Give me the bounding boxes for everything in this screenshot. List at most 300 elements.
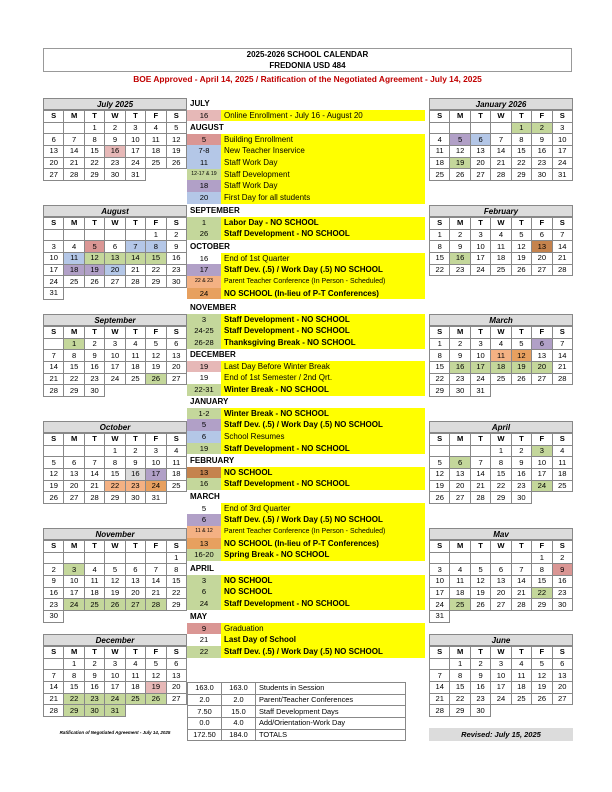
weekday-header: W — [491, 541, 511, 553]
weekday-header: S — [552, 111, 572, 123]
calendar-day: 16 — [84, 682, 104, 694]
event-row — [187, 467, 425, 479]
calendar-day: 24 — [125, 157, 145, 169]
calendar-day: 27 — [532, 373, 552, 385]
calendar-day: 19 — [511, 362, 531, 374]
event-date: 6 — [187, 586, 221, 598]
calendar-feb — [429, 205, 573, 276]
calendar-day: 4 — [125, 338, 145, 350]
calendar-day: 29 — [166, 599, 186, 611]
calendar-day: 24 — [64, 599, 84, 611]
event-description: Labor Day - NO SCHOOL — [221, 217, 425, 229]
calendar-day: 29 — [532, 599, 552, 611]
calendar-day: 12 — [511, 241, 531, 253]
calendar-day: 26 — [470, 599, 490, 611]
calendar-day: 26 — [105, 599, 125, 611]
calendar-empty-cell — [552, 385, 572, 397]
calendar-day: 1 — [511, 122, 531, 134]
calendar-day: 26 — [450, 169, 470, 181]
calendar-day: 24 — [491, 693, 511, 705]
calendar-day: 30 — [166, 276, 186, 288]
calendar-day: 12 — [470, 576, 490, 588]
calendar-day: 20 — [470, 157, 490, 169]
event-row — [187, 264, 425, 276]
calendar-day: 27 — [125, 599, 145, 611]
calendar-day: 24 — [146, 480, 166, 492]
calendar-day: 2 — [450, 229, 470, 241]
calendar-day: 12 — [105, 576, 125, 588]
calendar-empty-cell — [430, 445, 450, 457]
calendar-day: 15 — [430, 253, 450, 265]
event-row — [187, 443, 425, 455]
calendar-day: 3 — [552, 122, 572, 134]
calendar-day: 22 — [166, 587, 186, 599]
calendar-day: 22 — [146, 264, 166, 276]
event-date: 13 — [187, 538, 221, 550]
event-date: 19 — [199, 373, 209, 383]
calendar-day: 15 — [450, 682, 470, 694]
calendar-day: 23 — [450, 264, 470, 276]
weekday-header: S — [44, 434, 64, 446]
calendar-day: 6 — [532, 338, 552, 350]
calendar-day: 8 — [430, 241, 450, 253]
calendar-empty-cell — [430, 552, 450, 564]
calendar-day: 9 — [44, 576, 64, 588]
event-date: 19 — [187, 443, 221, 455]
event-description: Staff Work Day — [221, 157, 425, 169]
calendar-may — [429, 528, 573, 623]
calendar-day: 6 — [105, 241, 125, 253]
calendar-day: 24 — [532, 480, 552, 492]
event-row — [187, 325, 425, 337]
calendar-day: 15 — [511, 146, 531, 158]
calendar-day: 16 — [125, 469, 145, 481]
weekday-header: F — [146, 541, 166, 553]
calendar-day: 29 — [64, 705, 84, 717]
weekday-header: S — [44, 541, 64, 553]
calendar-empty-cell — [146, 705, 166, 717]
calendar-day: 18 — [84, 587, 104, 599]
calendar-day: 12 — [84, 253, 104, 265]
calendar-day: 9 — [105, 134, 125, 146]
calendar-empty-cell — [552, 611, 572, 623]
calendar-day: 12 — [511, 350, 531, 362]
calendar-day: 2 — [84, 658, 104, 670]
weekday-header: T — [125, 327, 145, 339]
event-description: NO SCHOOL (In-lieu of P-T Conferences) — [221, 538, 425, 550]
event-description: Online Enrollment - July 16 - August 20 — [221, 110, 425, 122]
calendar-day: 14 — [64, 146, 84, 158]
event-row — [187, 110, 425, 122]
weekday-header: S — [430, 647, 450, 659]
event-month-heading: MAY — [190, 612, 208, 621]
calendar-day: 18 — [491, 253, 511, 265]
calendar-day: 21 — [470, 480, 490, 492]
calendar-day: 1 — [64, 338, 84, 350]
calendar-day: 20 — [166, 362, 186, 374]
event-date: 11 — [187, 157, 221, 169]
calendar-day: 29 — [146, 276, 166, 288]
calendar-day: 16 — [450, 253, 470, 265]
calendar-day: 17 — [470, 362, 490, 374]
event-row — [187, 419, 425, 431]
calendar-day: 11 — [125, 350, 145, 362]
calendar-empty-cell — [146, 552, 166, 564]
calendar-day: 22 — [84, 157, 104, 169]
calendar-day: 27 — [491, 599, 511, 611]
calendar-day: 3 — [491, 658, 511, 670]
weekday-header: S — [430, 541, 450, 553]
calendar-day: 28 — [430, 705, 450, 717]
calendar-day: 14 — [146, 576, 166, 588]
calendar-day: 4 — [64, 241, 84, 253]
event-date: 16 — [199, 253, 209, 263]
event-month-heading: AUGUST — [190, 123, 224, 132]
calendar-day: 16 — [552, 576, 572, 588]
calendar-day: 16 — [511, 469, 531, 481]
event-description: Parent Teacher Conference (In Person - Scheduled) — [221, 276, 425, 288]
calendar-day: 22 — [450, 693, 470, 705]
weekday-header: S — [430, 111, 450, 123]
calendar-day: 17 — [532, 469, 552, 481]
event-date: 24 — [187, 288, 221, 300]
event-date: 6 — [187, 431, 221, 443]
calendar-empty-cell — [470, 611, 490, 623]
calendar-day: 20 — [491, 587, 511, 599]
calendar-day: 21 — [146, 587, 166, 599]
calendar-day: 18 — [125, 682, 145, 694]
calendar-empty-cell — [511, 705, 531, 717]
calendar-day: 5 — [532, 658, 552, 670]
calendar-empty-cell — [166, 288, 186, 300]
calendar-day: 17 — [64, 587, 84, 599]
calendar-day: 15 — [532, 576, 552, 588]
calendar-empty-cell — [125, 552, 145, 564]
calendar-day: 9 — [470, 670, 490, 682]
event-row — [187, 372, 425, 384]
calendar-day: 29 — [64, 385, 84, 397]
event-date: 21 — [199, 635, 209, 645]
weekday-header: S — [552, 327, 572, 339]
event-date: 24-25 — [187, 325, 221, 337]
calendar-day: 6 — [44, 134, 64, 146]
calendar-day: 2 — [552, 552, 572, 564]
calendar-day: 23 — [44, 599, 64, 611]
calendar-day: 21 — [44, 373, 64, 385]
calendar-day: 25 — [125, 373, 145, 385]
calendar-empty-cell — [430, 658, 450, 670]
calendar-day: 4 — [511, 658, 531, 670]
calendar-day: 12 — [166, 134, 186, 146]
calendar-day: 12 — [430, 469, 450, 481]
calendar-day: 6 — [532, 229, 552, 241]
calendar-day: 3 — [470, 229, 490, 241]
calendar-day: 2 — [450, 338, 470, 350]
calendar-sep — [43, 314, 187, 397]
calendar-empty-cell — [84, 445, 104, 457]
calendar-day: 16 — [44, 587, 64, 599]
calendar-day: 11 — [552, 457, 572, 469]
calendar-day: 10 — [532, 457, 552, 469]
calendar-day: 5 — [511, 229, 531, 241]
calendar-month-title: June — [429, 634, 573, 646]
calendar-day: 22 — [430, 264, 450, 276]
calendar-day: 18 — [450, 587, 470, 599]
calendar-day: 23 — [511, 480, 531, 492]
totals-number: 4.0 — [222, 718, 256, 730]
calendar-day: 7 — [491, 134, 511, 146]
weekday-header: W — [491, 327, 511, 339]
calendar-day: 15 — [146, 253, 166, 265]
calendar-empty-cell — [44, 338, 64, 350]
calendar-empty-cell — [84, 288, 104, 300]
calendar-day: 16 — [166, 253, 186, 265]
event-row — [187, 634, 425, 646]
calendar-day: 5 — [146, 658, 166, 670]
calendar-day: 30 — [84, 385, 104, 397]
calendar-day: 12 — [146, 670, 166, 682]
calendar-day: 11 — [430, 146, 450, 158]
event-date: 17 — [187, 264, 221, 276]
calendar-day: 4 — [450, 564, 470, 576]
weekday-header: T — [470, 218, 490, 230]
revised-note: Revised: July 15, 2025 — [429, 728, 573, 741]
calendar-day: 24 — [552, 157, 572, 169]
weekday-header: F — [532, 541, 552, 553]
event-date: 13 — [187, 467, 221, 479]
calendar-day: 30 — [532, 169, 552, 181]
event-row — [187, 431, 425, 443]
event-section-feb — [187, 455, 425, 490]
calendar-empty-cell — [125, 229, 145, 241]
weekday-header: S — [44, 327, 64, 339]
weekday-header: F — [146, 218, 166, 230]
calendar-day: 28 — [491, 169, 511, 181]
calendar-day: 9 — [125, 457, 145, 469]
calendar-month-title: April — [429, 421, 573, 433]
event-date: 11 & 12 — [187, 526, 221, 538]
calendar-day: 16 — [450, 362, 470, 374]
calendar-month-title: September — [43, 314, 187, 326]
calendar-day: 4 — [491, 338, 511, 350]
calendar-day: 18 — [491, 362, 511, 374]
event-description: End of 1st Semester / 2nd Qrt. — [221, 372, 425, 384]
calendar-day: 19 — [430, 480, 450, 492]
event-description: Staff Development - NO SCHOOL — [221, 443, 425, 455]
weekday-header: W — [491, 111, 511, 123]
weekday-header: T — [470, 541, 490, 553]
event-section-apr — [187, 563, 425, 610]
calendar-day: 8 — [430, 350, 450, 362]
event-row — [187, 623, 425, 635]
weekday-header: F — [532, 434, 552, 446]
calendar-month-title: October — [43, 421, 187, 433]
event-date: 19 — [187, 361, 221, 373]
calendar-empty-cell — [64, 611, 84, 623]
event-date: 16-20 — [187, 549, 221, 561]
weekday-header: M — [450, 111, 470, 123]
totals-label: Add/Orientation-Work Day — [256, 718, 406, 730]
calendar-day: 29 — [105, 492, 125, 504]
weekday-header: S — [166, 647, 186, 659]
event-row — [187, 575, 425, 587]
calendar-day: 31 — [470, 385, 490, 397]
event-date: 24 — [187, 598, 221, 610]
calendar-day: 2 — [84, 338, 104, 350]
calendar-day: 24 — [105, 373, 125, 385]
event-row — [187, 180, 425, 192]
event-date: 18 — [187, 180, 221, 192]
calendar-day: 29 — [491, 492, 511, 504]
calendar-day: 6 — [166, 658, 186, 670]
calendar-day: 26 — [84, 276, 104, 288]
totals-row — [188, 718, 406, 730]
calendar-month-title: December — [43, 634, 187, 646]
calendar-day: 8 — [146, 241, 166, 253]
weekday-header: F — [532, 218, 552, 230]
weekday-header: W — [491, 647, 511, 659]
weekday-header: S — [430, 327, 450, 339]
event-description: Staff Dev. (.5) / Work Day (.5) NO SCHOOL — [221, 264, 425, 276]
calendar-day: 17 — [552, 146, 572, 158]
totals-number: 7.50 — [188, 706, 222, 718]
calendar-day: 31 — [125, 169, 145, 181]
calendar-day: 24 — [470, 264, 490, 276]
calendar-day: 8 — [511, 134, 531, 146]
calendar-day: 5 — [450, 134, 470, 146]
calendar-day: 23 — [552, 587, 572, 599]
weekday-header: T — [84, 218, 104, 230]
event-section-jul — [187, 98, 425, 121]
calendar-day: 23 — [166, 264, 186, 276]
calendar-day: 19 — [511, 253, 531, 265]
calendar-day: 5 — [84, 241, 104, 253]
calendar-day: 30 — [552, 599, 572, 611]
weekday-header: T — [125, 111, 145, 123]
calendar-day: 3 — [532, 445, 552, 457]
calendar-day: 27 — [44, 169, 64, 181]
weekday-header: F — [146, 647, 166, 659]
calendar-day: 21 — [511, 587, 531, 599]
calendar-day: 14 — [511, 576, 531, 588]
calendar-day: 17 — [430, 587, 450, 599]
calendar-day: 1 — [105, 445, 125, 457]
calendar-empty-cell — [146, 169, 166, 181]
calendar-day: 5 — [44, 457, 64, 469]
event-description: Thanksgiving Break - NO SCHOOL — [221, 337, 425, 349]
calendar-day: 21 — [552, 362, 572, 374]
calendar-day: 8 — [84, 134, 104, 146]
calendar-day: 30 — [450, 385, 470, 397]
event-row — [187, 384, 425, 396]
calendar-day: 1 — [430, 338, 450, 350]
calendar-empty-cell — [44, 122, 64, 134]
event-row — [187, 361, 425, 373]
weekday-header: S — [44, 218, 64, 230]
calendar-day: 30 — [470, 705, 490, 717]
event-date: 5 — [187, 419, 221, 431]
totals-label: Parent/Teacher Conferences — [256, 694, 406, 706]
event-row — [187, 514, 425, 526]
event-date: 22 — [187, 646, 221, 658]
calendar-nov — [43, 528, 187, 623]
calendar-day: 10 — [105, 670, 125, 682]
weekday-header: S — [552, 541, 572, 553]
event-description: NO SCHOOL — [221, 467, 425, 479]
weekday-header: M — [64, 111, 84, 123]
calendar-day: 8 — [105, 457, 125, 469]
calendar-day: 10 — [430, 576, 450, 588]
calendar-day: 1 — [84, 122, 104, 134]
calendar-day: 10 — [470, 350, 490, 362]
totals-label: Students in Session — [256, 683, 406, 695]
ratification-note: Ratification of Negotiated Agreement - July 14, 2025 — [59, 730, 171, 735]
calendar-month-title: August — [43, 205, 187, 217]
event-row — [187, 228, 425, 240]
weekday-header: T — [84, 434, 104, 446]
event-description: End of 3rd Quarter — [221, 503, 425, 515]
calendar-day: 26 — [44, 492, 64, 504]
calendar-empty-cell — [166, 611, 186, 623]
calendar-empty-cell — [64, 288, 84, 300]
calendar-day: 17 — [146, 469, 166, 481]
event-description: First Day for all students — [221, 192, 425, 204]
calendar-day: 11 — [166, 457, 186, 469]
calendar-empty-cell — [64, 552, 84, 564]
calendar-day: 15 — [64, 682, 84, 694]
calendar-day: 28 — [146, 599, 166, 611]
calendar-day: 5 — [105, 564, 125, 576]
calendar-day: 8 — [450, 670, 470, 682]
event-row — [187, 192, 425, 204]
event-row — [187, 586, 425, 598]
weekday-header: W — [105, 647, 125, 659]
calendar-day: 10 — [125, 134, 145, 146]
weekday-header: S — [44, 647, 64, 659]
calendar-day: 16 — [105, 146, 125, 158]
totals-number: 163.0 — [188, 683, 222, 695]
event-month-heading: NOVEMBER — [190, 303, 237, 312]
calendar-day: 20 — [166, 682, 186, 694]
event-row — [187, 408, 425, 420]
calendar-day: 11 — [125, 670, 145, 682]
calendar-day: 28 — [552, 373, 572, 385]
calendar-day: 14 — [430, 682, 450, 694]
calendar-day: 11 — [450, 576, 470, 588]
calendar-day: 25 — [491, 264, 511, 276]
weekday-header: T — [125, 541, 145, 553]
calendar-day: 12 — [450, 146, 470, 158]
calendar-day: 7 — [64, 134, 84, 146]
totals-number: 2.0 — [222, 694, 256, 706]
calendar-day: 27 — [64, 492, 84, 504]
calendar-empty-cell — [146, 611, 166, 623]
event-description: Staff Development - NO SCHOOL — [221, 314, 425, 326]
weekday-header: T — [470, 647, 490, 659]
calendar-empty-cell — [44, 658, 64, 670]
calendar-day: 3 — [470, 338, 490, 350]
calendar-day: 9 — [84, 670, 104, 682]
weekday-header: T — [511, 111, 531, 123]
calendar-day: 27 — [450, 492, 470, 504]
calendar-empty-cell — [84, 229, 104, 241]
calendar-day: 6 — [470, 134, 490, 146]
event-date: 1 — [187, 217, 221, 229]
calendar-day: 7 — [552, 229, 572, 241]
weekday-header: S — [430, 434, 450, 446]
calendar-day: 15 — [430, 362, 450, 374]
weekday-header: F — [146, 327, 166, 339]
